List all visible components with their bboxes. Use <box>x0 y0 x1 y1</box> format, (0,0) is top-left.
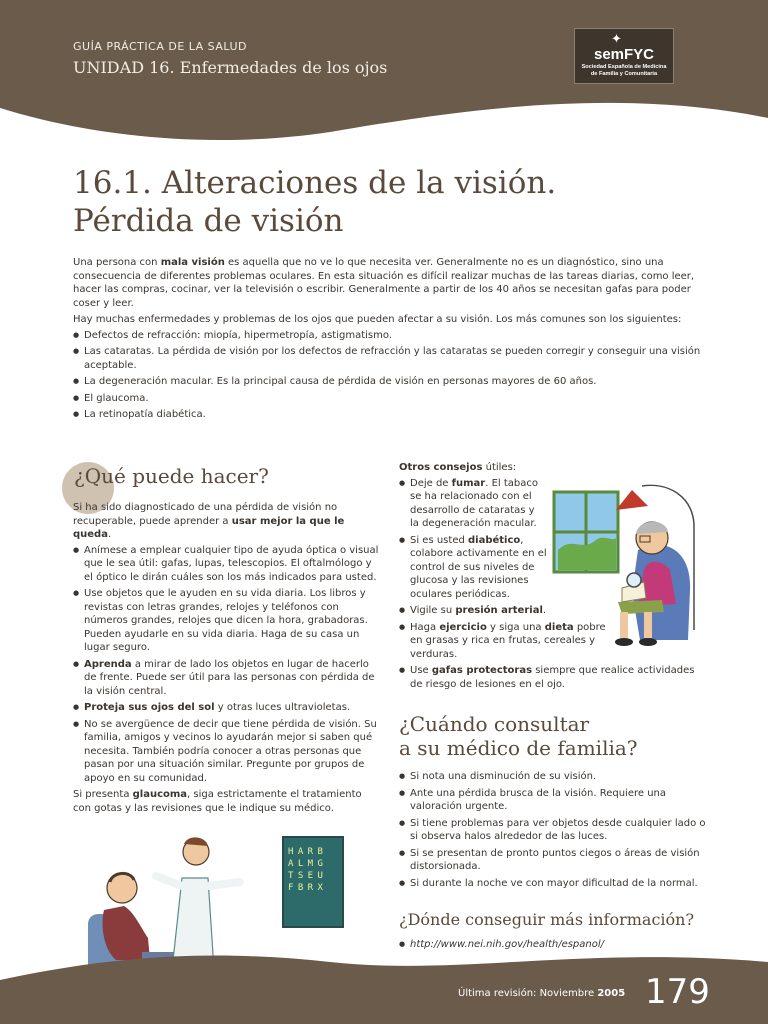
list-item: ● Defectos de refracción: miopía, hipermetropía, astigmatismo. <box>73 329 703 343</box>
guide-series-label: GUÍA PRÁCTICA DE LA SALUD <box>73 40 247 53</box>
eye-chart-row: T S E U <box>288 871 323 881</box>
unit-title: UNIDAD 16. Enfermedades de los ojos <box>73 58 388 77</box>
list-item: ● Si es usted diabético, colabore activamente en el control de sus niveles de glucosa y las revisiones oculares periódicas. <box>399 534 560 602</box>
glaucoma-note: Si presenta glaucoma, siga estrictamente el tratamiento con gotas y las revisiones que le indique su médico. <box>73 789 362 814</box>
last-revision: Última revisión: Noviembre 2005 <box>458 988 626 999</box>
eye-chart-row: A L M G <box>288 859 323 869</box>
list-item: ● Si tiene problemas para ver objetos desde cualquier lado o si observa halos alrededor de las luces. <box>399 817 711 844</box>
otros-consejos-label: Otros consejos útiles: <box>399 462 517 473</box>
eye-chart <box>282 836 344 928</box>
intro-section <box>73 256 703 425</box>
que-hacer-section <box>73 501 381 815</box>
list-item: ● Proteja sus ojos del sol y otras luces ultravioletas. <box>73 701 381 715</box>
page-title-line1: 16.1. Alteraciones de la visión. <box>73 165 557 201</box>
list-item: ● Si durante la noche ve con mayor dificultad de la normal. <box>399 877 711 891</box>
list-item: ● Deje de fumar. El tabaco se ha relacionado con el desarrollo de cataratas y la degeneración macular. <box>399 477 545 531</box>
eye-chart-row: H A R B <box>288 847 323 857</box>
list-item: ● La degeneración macular. Es la principal causa de pérdida de visión en personas mayores de 60 años. <box>73 375 703 389</box>
reading-woman-illustration <box>552 480 702 648</box>
section-heading-que-hacer: ¿Qué puede hacer? <box>74 464 269 488</box>
section-heading-consultar: ¿Cuándo consultar a su médico de familia? <box>399 712 638 760</box>
list-item: ● La retinopatía diabética. <box>73 408 703 422</box>
list-item: ● Si se presentan de pronto puntos ciegos o áreas de visión distorsionada. <box>399 847 711 874</box>
common-problems-list <box>73 329 703 422</box>
info-link[interactable]: http://www.nei.nih.gov/health/espanol/ <box>410 939 605 950</box>
list-item: ● Use gafas protectoras siempre que realice actividades de riesgo de lesiones en el ojo. <box>399 664 710 691</box>
list-item: ● Anímese a emplear cualquier tipo de ayuda óptica o visual que le sea útil: gafas, lupas, telescopios. El oftalmólogo y el óptico le dirán cuáles son los más indicados para usted. <box>73 544 381 585</box>
page-title-line2: Pérdida de visión <box>73 203 344 239</box>
list-item: ● No se avergüence de decir que tiene pérdida de visión. Su familia, amigos y vecinos lo ayudarán mejor si saben qué necesita. También podría conocer a otras personas que pasan por una situación similar. Pregunte por grupos de apoyo en su comunidad. <box>73 718 381 786</box>
que-hacer-list <box>73 544 381 786</box>
section-heading-info: ¿Dónde conseguir más información? <box>399 910 695 929</box>
intro-paragraph: Una persona con mala visión es aquella que no ve lo que necesita ver. Generalmente no es un diagnóstico, sino una consecuencia de diferentes problemas oculares. En esta situación es difícil realizar muchas de las tareas diarias, como leer, hacer las compras, cocinar, ver la televisión o escribir. Generalmente a partir de los 40 años se necesitan gafas para poder coser y leer. <box>73 257 695 309</box>
list-item: ● Ante una pérdida brusca de la visión. Requiere una valoración urgente. <box>399 787 711 814</box>
list-item: ● Las cataratas. La pérdida de visión por los defectos de refracción y las cataratas se pueden corregir y conseguir una visión aceptable. <box>73 345 703 372</box>
que-hacer-intro: Si ha sido diagnosticado de una pérdida de visión no recuperable, puede aprender a usar mejor la que le queda. <box>73 502 345 540</box>
list-item: ● El glaucoma. <box>73 392 703 406</box>
list-item: ● Haga ejercicio y siga una dieta pobre en grasas y rica en frutas, cereales y verduras. <box>399 621 607 662</box>
list-item: ● Use objetos que le ayuden en su vida diaria. Los libros y revistas con letras grandes, relojes y teléfonos con números grandes, relojes que dicen la hora, grabadoras. Pueden ayudarle en su vida diaria. Haga de su casa un lugar seguro. <box>73 587 381 655</box>
consultar-section <box>399 770 711 893</box>
logo-wordmark: semFYC <box>593 46 655 63</box>
eye-chart-row: F B R X <box>288 883 323 893</box>
list-item: ● Si nota una disminución de su visión. <box>399 770 711 784</box>
logo-subtitle: Sociedad Española de Medicina de Familia y Comunitaria <box>581 64 667 77</box>
list-item: ● Aprenda a mirar de lado los objetos en lugar de hacerlo de frente. Puede ser útil para las personas con pérdida de la visión central. <box>73 658 381 699</box>
intro-paragraph-2: Hay muchas enfermedades y problemas de los ojos que pueden afectar a su visión. Los más comunes son los siguientes: <box>73 314 682 325</box>
list-item: ● Vigile su presión arterial. <box>399 604 607 618</box>
logo-figure-icon: ✦ <box>611 32 622 47</box>
semfyc-logo <box>574 28 674 84</box>
page-number: 179 <box>645 972 710 1012</box>
consultar-list <box>399 770 711 890</box>
page-title <box>73 164 556 240</box>
